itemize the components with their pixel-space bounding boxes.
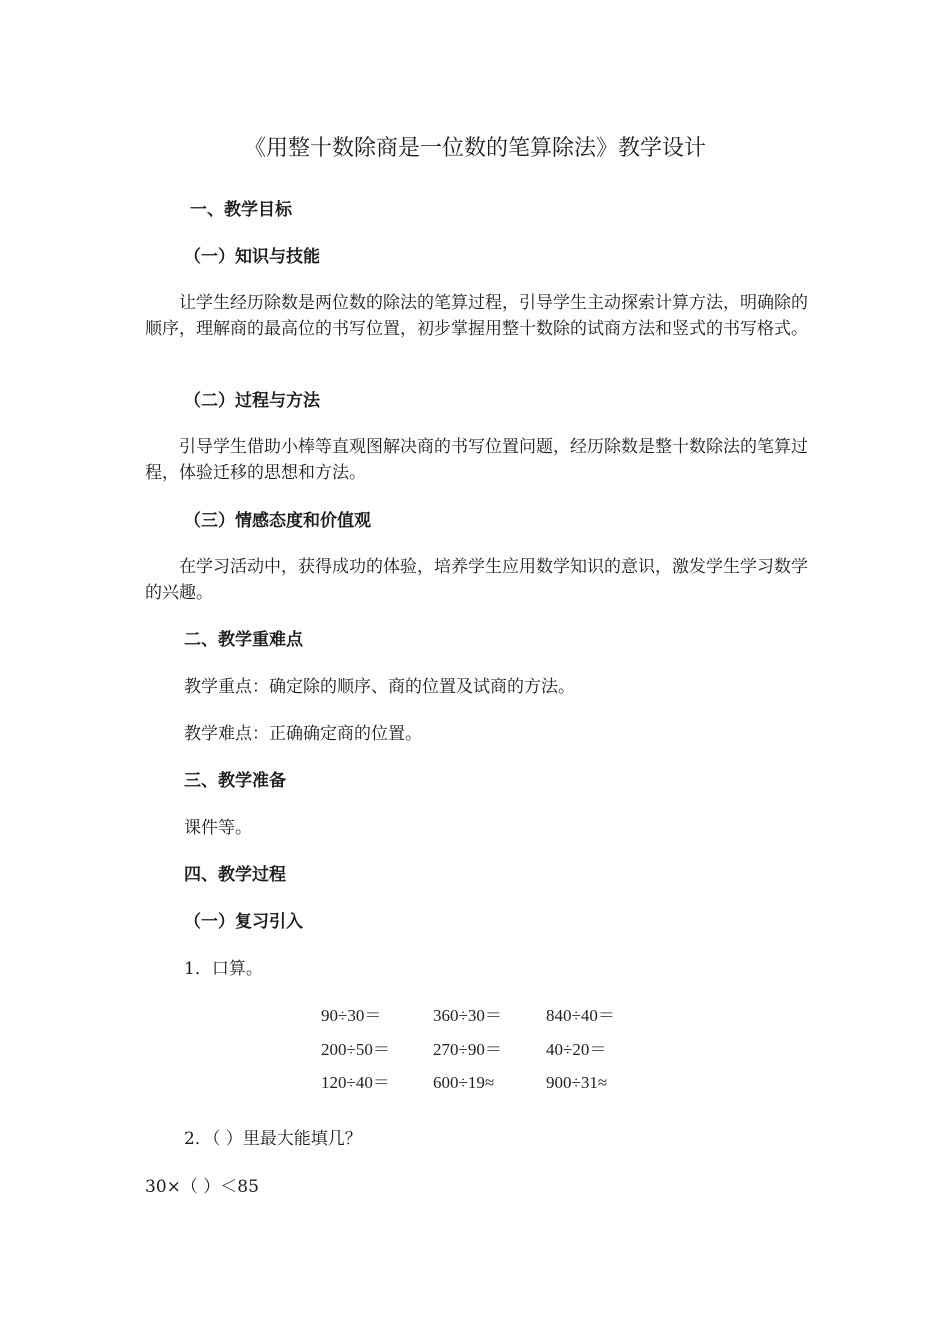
item-fill-blank: 2．（ ）里最大能填几？ <box>184 1129 362 1149</box>
calc-item: 120÷40＝ <box>321 1073 390 1092</box>
teaching-focus: 教学重点：确定除的顺序、商的位置及试商的方法。 <box>184 677 575 697</box>
document-title: 《用整十数除商是一位数的笔算除法》教学设计 <box>243 136 706 161</box>
paragraph-process-methods: 引导学生借助小棒等直观图解决商的书写位置问题，经历除数是整十数除法的笔算过程，体验迁移的思想和方法。 <box>145 437 808 483</box>
heading-review: （一）复习引入 <box>184 912 303 932</box>
heading-key-points: 二、教学重难点 <box>184 630 303 650</box>
heading-preparation: 三、教学准备 <box>184 771 286 791</box>
heading-procedure: 四、教学过程 <box>184 865 286 885</box>
item-mental-math: 1．口算。 <box>184 959 263 979</box>
calc-item: 840÷40＝ <box>546 1006 615 1025</box>
calc-item: 270÷90＝ <box>433 1040 502 1059</box>
calc-item: 90÷30＝ <box>321 1006 382 1025</box>
calc-item: 600÷19≈ <box>433 1073 495 1092</box>
calc-item: 200÷50＝ <box>321 1040 390 1059</box>
inequality-expression: 30×（ ）＜85 <box>145 1177 259 1197</box>
heading-process-methods: （二）过程与方法 <box>184 391 320 411</box>
teaching-difficulty: 教学难点：正确确定商的位置。 <box>184 724 422 744</box>
heading-attitude-values: （三）情感态度和价值观 <box>184 511 371 531</box>
calc-item: 360÷30＝ <box>433 1006 502 1025</box>
calc-item: 900÷31≈ <box>546 1073 608 1092</box>
paragraph-attitude-values: 在学习活动中，获得成功的体验，培养学生应用数学知识的意识，激发学生学习数学的兴趣。 <box>145 557 808 603</box>
heading-knowledge-skills: （一）知识与技能 <box>184 247 320 267</box>
heading-teaching-goals: 一、教学目标 <box>190 200 292 220</box>
calc-item: 40÷20＝ <box>546 1040 607 1059</box>
paragraph-knowledge-skills: 让学生经历除数是两位数的除法的笔算过程，引导学生主动探索计算方法，明确除的顺序，理解商的最高位的书写位置，初步掌握用整十数除的试商方法和竖式的书写格式。 <box>145 293 808 339</box>
preparation-text: 课件等。 <box>184 818 252 838</box>
